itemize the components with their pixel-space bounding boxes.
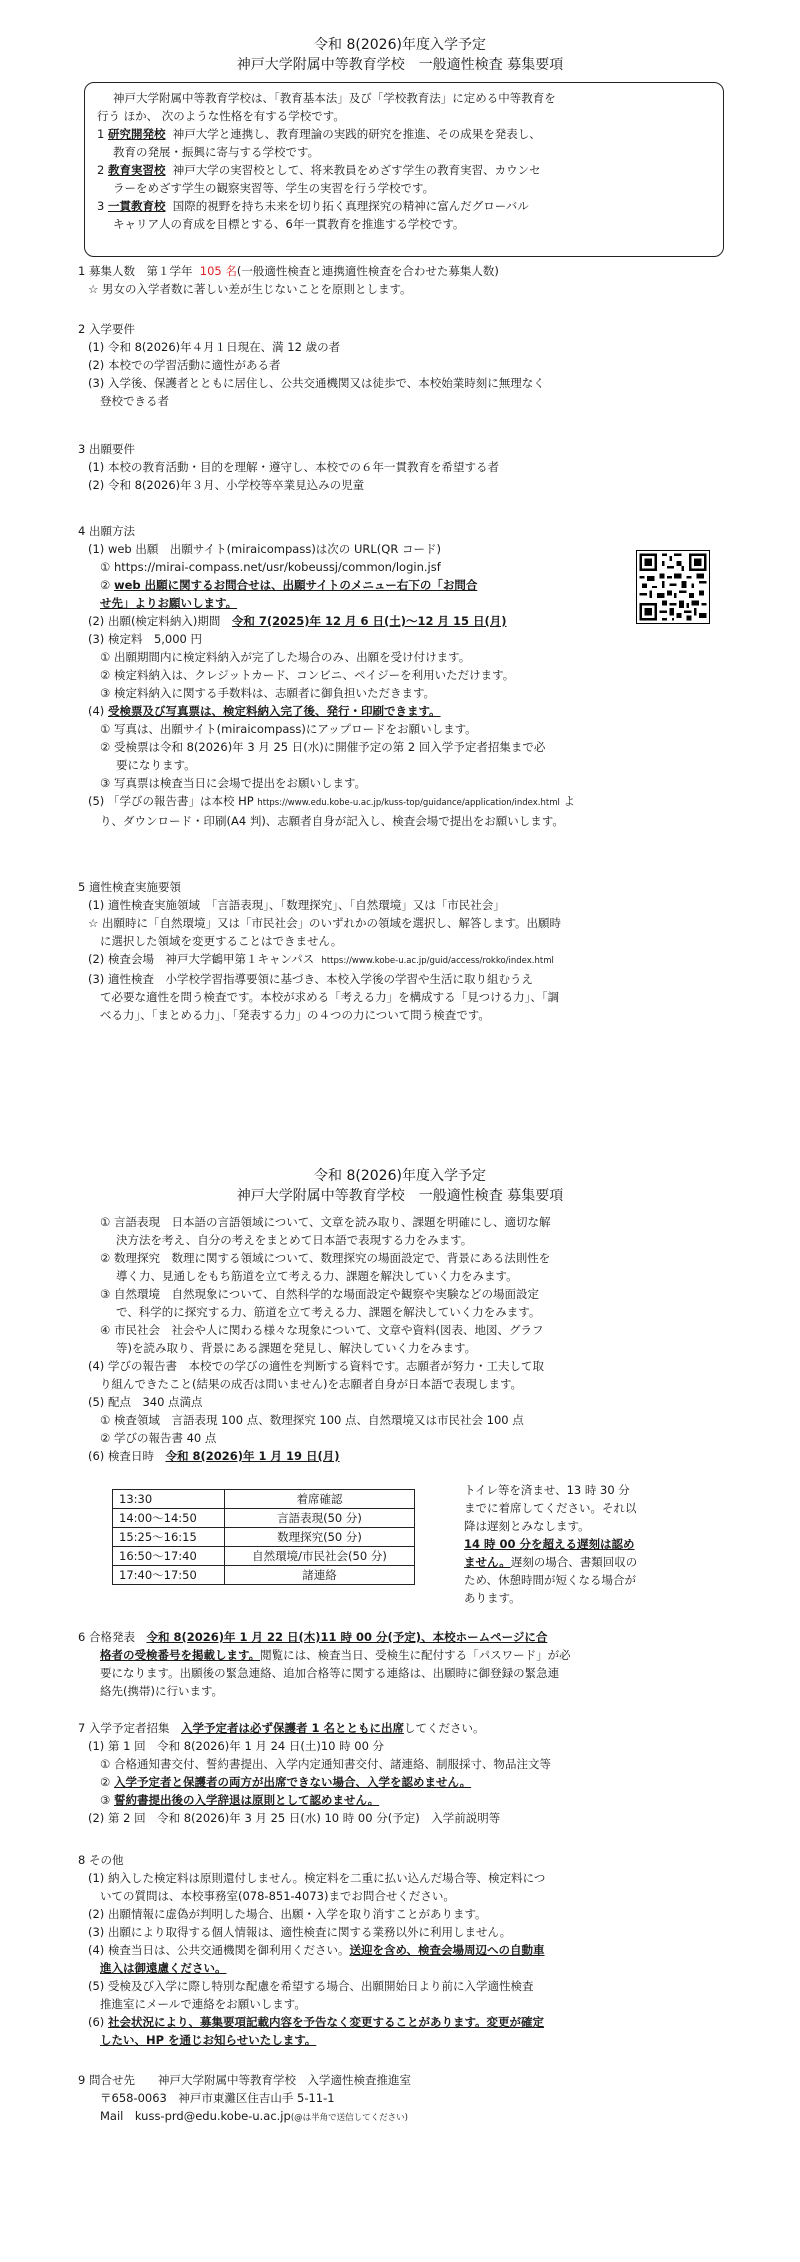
contact-office: 9 問合せ先 神戸大学附属中等教育学校 入学適性検査推進室	[78, 2073, 411, 2087]
requirement-3-cont: 登校できる者	[100, 394, 169, 408]
aptitude-test-cont-1: て必要な適性を問う検査です。本校が求める「考える力」を構成する「見つける力」、「調	[100, 990, 560, 1004]
other-5-cont: 推進室にメールで連絡をお願いします。	[100, 1997, 306, 2011]
section-8-heading: 8 その他	[78, 1853, 124, 1867]
exam-venue: (2) 検査会場 神戸大学鶴甲第１キャンパス https://www.kobe-u.ac.jp/guid/access/rokko/index.html	[88, 952, 554, 966]
character-item-1-cont: 教育の発展・振興に寄与する学校です。	[113, 145, 320, 159]
area-nature: ③ 自然環境 自然現象について、自然科学的な場面設定や観察や実験などの場面設定	[100, 1287, 540, 1301]
requirement-2: (2) 本校での学習活動に適性がある者	[88, 358, 281, 372]
learning-report-desc: (4) 学びの報告書 本校での学びの適性を判断する資料です。志願者が努力・工夫して取	[88, 1359, 545, 1373]
enrollment-note: ☆ 男女の入学者数に著しい差が生じないことを原則とします。	[88, 282, 412, 296]
section-1-enrollment	[78, 262, 728, 298]
section-5-heading: 5 適性検査実施要領	[78, 880, 181, 894]
orientation-second: (2) 第 2 回 令和 8(2026)年 3 月 25 日(水) 10 時 00 分(予定) 入学前説明等	[88, 1811, 501, 1825]
results-line-3: 要になります。出願後の緊急連絡、追加合格等に関する連絡は、出願時に御登録の緊急連	[100, 1666, 560, 1680]
learning-report-desc-cont: り組んできたこと(結果の成否は問いません)を志願者自身が日本語で表現します。	[100, 1377, 523, 1391]
section-5-exam-guidelines	[78, 878, 728, 1024]
intro-line-2: 行う ほか、 次のような性格を有する学校です。	[97, 109, 345, 123]
character-item-2: 2 教育実習校 神戸大学の実習校として、将来教員をめざす学生の教育実習、カウンセ	[97, 163, 541, 177]
other-6: (6) 社会状況により、募集要項記載内容を予告なく変更することがあります。変更が確定	[88, 2015, 545, 2029]
ticket-note-3: ③ 写真票は検査当日に会場で提出をお願いします。	[100, 776, 367, 790]
page-2-title-line-1: 令和 8(2026)年度入学予定	[314, 1168, 486, 1184]
side-note-line: までに着席してください。それ以	[464, 1501, 637, 1515]
area-math: ② 数理探究 数理に関する領域について、数理探究の場面設定で、背景にある法則性を	[100, 1251, 551, 1265]
contact-address: 〒658-0063 神戸市東灘区住吉山手 5-11-1	[100, 2091, 335, 2105]
page-1-title-line-2: 神戸大学附属中等教育学校 一般適性検査 募集要項	[236, 57, 564, 73]
exam-areas-note-cont: に選択した領域を変更することはできません。	[100, 934, 343, 948]
area-nature-cont: で、科学的に探究する力、筋道を立て考える力、課題を解決していく力をみます。	[116, 1305, 541, 1319]
learning-report-url[interactable]: https://www.edu.kobe-u.ac.jp/kuss-top/guidance/application/index.html	[257, 798, 560, 808]
ticket-note-2-cont: 要になります。	[116, 758, 196, 772]
requirement-1: (1) 令和 8(2026)年４月１日現在、満 12 歳の者	[88, 340, 341, 354]
aptitude-test-cont-2: べる力」、「まとめる力」、「発表する力」の４つの力について問う検査です。	[100, 1008, 490, 1022]
side-note-line: あります。	[464, 1591, 521, 1605]
app-requirement-2: (2) 令和 8(2026)年３月、小学校等卒業見込みの児童	[88, 478, 365, 492]
scoring-areas: ① 検査領域 言語表現 100 点、数理探究 100 点、自然環境又は市民社会 100 点	[100, 1413, 524, 1427]
other-3: (3) 出願により取得する個人情報は、適性検査に関する業務以外に利用しません。	[88, 1925, 512, 1939]
other-5: (5) 受検及び入学に際し特別な配慮を希望する場合、出願開始日より前に入学適性検査	[88, 1979, 534, 1993]
results-line-2: 格者の受検番号を掲載します。閲覧には、検査当日、受検生に配付する「パスワード」が必	[100, 1648, 571, 1662]
requirement-3: (3) 入学後、保護者とともに居住し、公共交通機関又は徒歩で、本校始業時刻に無理なく	[88, 376, 545, 390]
admission-ticket: (4) 受検票及び写真票は、検定料納入完了後、発行・印刷できます。	[88, 704, 441, 718]
area-society: ④ 市民社会 社会や人に関わる様々な現象について、文章や資料(図表、地図、グラフ	[100, 1323, 544, 1337]
side-note-line: 14 時 00 分を超える遅刻は認め	[464, 1537, 635, 1551]
page-1-title-line-1: 令和 8(2026)年度入学予定	[314, 37, 486, 53]
section-8-other	[78, 1851, 728, 2049]
app-requirement-1: (1) 本校の教育活動・目的を理解・遵守し、本校での６年一貫教育を希望する者	[88, 460, 499, 474]
character-item-3: 3 一貫教育校 国際的視野を持ち未来を切り拓く真理探究の精神に富んだグローバル	[97, 199, 529, 213]
other-6-cont: したい、HP を通じお知らせいたします。	[100, 2033, 317, 2047]
section-3-heading: 3 出願要件	[78, 442, 135, 456]
table-row: 14:00～14:50 言語表現(50 分)	[113, 1509, 415, 1528]
contact-mail: Mail kuss-prd@edu.kobe-u.ac.jp(@は半角で送信してください)	[100, 2109, 408, 2123]
qr-code-icon[interactable]	[636, 550, 710, 624]
table-row: 15:25～16:15 数理探究(50 分)	[113, 1528, 415, 1547]
side-note-line: ため、休憩時間が短くなる場合が	[464, 1573, 637, 1587]
learning-report: (5) 「学びの報告書」は本校 HP https://www.edu.kobe-u.ac.jp/kuss-top/guidance/application/index.html よ	[88, 794, 576, 808]
results-line-1: 6 合格発表 令和 8(2026)年 1 月 22 日(木)11 時 00 分(予定)、本校ホームページに合	[78, 1630, 548, 1644]
schedule-side-note	[464, 1481, 720, 1607]
area-society-cont: 等)を読み取り、背景にある課題を発見し、解決していく力をみます。	[116, 1341, 477, 1355]
other-4-cont: 進入は御遠慮ください。	[100, 1961, 227, 1975]
section-6-results	[78, 1628, 728, 1700]
web-inquiry-cont: せ先」よりお願いします。	[100, 596, 238, 610]
side-note-line: 降は遅刻とみなします。	[464, 1519, 590, 1533]
application-period: (2) 出願(検定料納入)期間 令和 7(2025)年 12 月 6 日(土)～12 月 15 日(月)	[88, 614, 507, 628]
orientation-first-note-3: ③ 誓約書提出後の入学辞退は原則として認めません。	[100, 1793, 380, 1807]
side-note-line: トイレ等を済ませ、13 時 30 分	[464, 1483, 630, 1497]
orientation-heading: 7 入学予定者招集 入学予定者は必ず保護者 1 名とともに出席してください。	[78, 1721, 485, 1735]
section-2-requirements	[78, 320, 728, 410]
page-2	[0, 1131, 800, 2262]
table-row: 13:30 着席確認	[113, 1490, 415, 1509]
other-4: (4) 検査当日は、公共交通機関を御利用ください。送迎を含め、検査会場周辺への自動車	[88, 1943, 545, 1957]
scoring: (5) 配点 340 点満点	[88, 1395, 203, 1409]
ticket-note-1: ① 写真は、出願サイト(miraicompass)にアップロードをお願いします。	[100, 722, 477, 736]
learning-report-cont: り、ダウンロード・印刷(A4 判)、志願者自身が記入し、検査会場で提出をお願いします。	[100, 814, 564, 828]
exam-areas: (1) 適性検査実施領域 「言語表現」、「数理探究」、「自然環境」又は「市民社会」	[88, 898, 505, 912]
section-3-application-requirements	[78, 440, 728, 494]
web-application: (1) web 出願 出願サイト(miraicompass)は次の URL(QR コード)	[88, 542, 441, 556]
enrollment-count: 1 募集人数 第１学年 105 名(一般適性検査と連携適性検査を合わせた募集人数)	[78, 264, 499, 278]
area-math-cont: 導く力、見通しをもち筋道を立て考える力、課題を解決していく力をみます。	[116, 1269, 518, 1283]
section-7-orientation	[78, 1719, 728, 1827]
schedule-table	[112, 1489, 415, 1585]
application-url[interactable]: ① https://mirai-compass.net/usr/kobeussj/common/login.jsf	[100, 560, 441, 574]
ticket-note-2: ② 受検票は令和 8(2026)年 3 月 25 日(水)に開催予定の第 2 回入学予定者招集まで必	[100, 740, 546, 754]
exam-schedule	[112, 1489, 415, 1585]
character-item-1: 1 研究開発校 神戸大学と連携し、教育理論の実践的研究を推進、その成果を発表し、	[97, 127, 541, 141]
table-row: 16:50～17:40 自然環境/市民社会(50 分)	[113, 1547, 415, 1566]
results-line-4: 絡先(携帯)に行います。	[100, 1684, 224, 1698]
scoring-report: ② 学びの報告書 40 点	[100, 1431, 217, 1445]
other-1: (1) 納入した検定料は原則還付しません。検定料を二重に払い込んだ場合等、検定料につ	[88, 1871, 546, 1885]
exam-areas-note: ☆ 出願時に「自然環境」又は「市民社会」のいずれかの領域を選択し、解答します。出願時	[88, 916, 562, 930]
other-2: (2) 出願情報に虚偽が判明した場合、出願・入学を取り消すことがあります。	[88, 1907, 487, 1921]
area-language: ① 言語表現 日本語の言語領域について、文章を読み取り、課題を明確にし、適切な解	[100, 1215, 551, 1229]
character-item-3-cont: キャリア人の育成を目標とする、6年一貫教育を推進する学校です。	[113, 217, 465, 231]
other-1-cont: いての質問は、本校事務室(078-851-4073)までお問合せください。	[100, 1889, 455, 1903]
exam-fee: (3) 検定料 5,000 円	[88, 632, 203, 646]
aptitude-test: (3) 適性検査 小学校学習指導要領に基づき、本校入学後の学習や生活に取り組むうえ	[88, 972, 533, 986]
orientation-first-note-2: ② 入学予定者と保護者の両方が出席できない場合、入学を認めません。	[100, 1775, 472, 1789]
intro-line-1: 神戸大学附属中等教育学校は、「教育基本法」及び「学校教育法」に定める中等教育を	[113, 91, 556, 105]
exam-venue-url[interactable]: https://www.kobe-u.ac.jp/guid/access/rokko/index.html	[321, 956, 554, 966]
orientation-first: (1) 第 1 回 令和 8(2026)年 1 月 24 日(土)10 時 00 分	[88, 1739, 385, 1753]
web-inquiry: ② web 出願に関するお問合せは、出願サイトのメニュー右下の「お問合	[100, 578, 478, 592]
exam-area-descriptions	[78, 1213, 728, 1465]
page-2-title-line-2: 神戸大学附属中等教育学校 一般適性検査 募集要項	[236, 1188, 564, 1204]
section-4-application-method	[78, 522, 728, 830]
exam-date: (6) 検査日時 令和 8(2026)年 1 月 19 日(月)	[88, 1449, 340, 1463]
fee-note-2: ② 検定料納入は、クレジットカード、コンビニ、ペイジーを利用いただけます。	[100, 668, 515, 682]
contact-email-link[interactable]: Mail kuss-prd@edu.kobe-u.ac.jp	[100, 2109, 291, 2123]
character-item-2-cont: ラーをめざす学生の観察実習等、学生の実習を行う学校です。	[113, 181, 435, 195]
section-2-heading: 2 入学要件	[78, 322, 135, 336]
fee-note-3: ③ 検定料納入に関する手数料は、志願者に御負担いただきます。	[100, 686, 436, 700]
section-9-contact	[78, 2071, 728, 2127]
orientation-first-note-1: ① 合格通知書交付、誓約書提出、入学内定通知書交付、諸連絡、制服採寸、物品注文等	[100, 1757, 551, 1771]
fee-note-1: ① 出願期間内に検定料納入が完了した場合のみ、出願を受け付けます。	[100, 650, 471, 664]
area-language-cont: 決方法を考え、自分の考えをまとめて日本語で表現する力をみます。	[116, 1233, 473, 1247]
school-character-box	[84, 82, 724, 257]
table-row: 17:40～17:50 諸連絡	[113, 1566, 415, 1585]
side-note-line: ません。遅刻の場合、書類回収の	[464, 1555, 638, 1569]
section-4-heading: 4 出願方法	[78, 524, 135, 538]
